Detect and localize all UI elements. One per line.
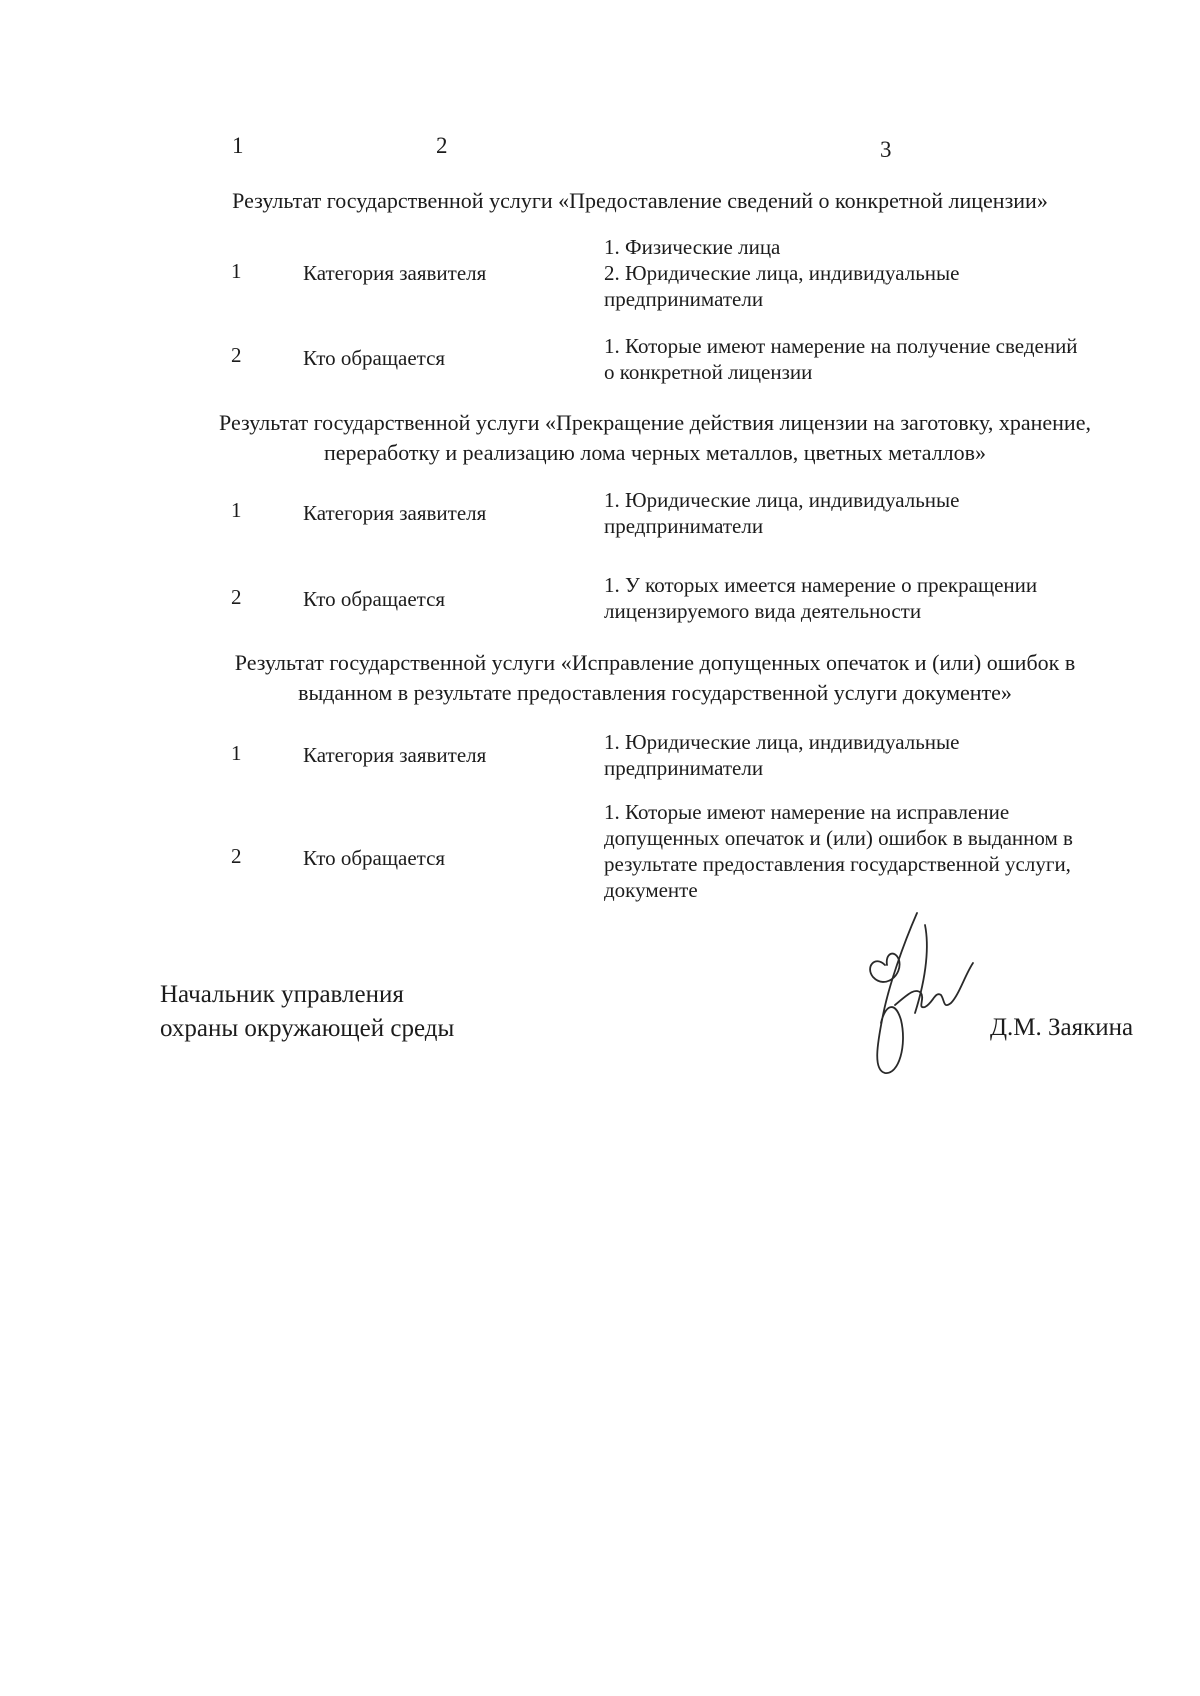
section-2-row-1-label: Категория заявителя	[303, 501, 487, 525]
position-line: Начальник управления	[160, 981, 404, 1008]
section-2-row-1-value	[604, 487, 959, 539]
section-2-row-1-number: 1	[231, 498, 242, 522]
section-2-title	[160, 408, 1150, 468]
value-line: лицензируемого вида деятельности	[604, 599, 922, 623]
section-1-title: Результат государственной услуги «Предоставление сведений о конкретной лицензии»	[232, 188, 1048, 213]
value-line: 1. Которые имеют намерение на получение сведений	[604, 334, 1078, 358]
position-line: охраны окружающей среды	[160, 1015, 455, 1042]
value-line: результате предоставления государственной услуги,	[604, 852, 1071, 876]
section-1-row-2-value	[604, 333, 1078, 385]
section-1-row-1-number: 1	[231, 259, 242, 283]
section-3-title	[160, 648, 1150, 708]
value-line: о конкретной лицензии	[604, 360, 813, 384]
title-line: переработку и реализацию лома черных металлов, цветных металлов»	[323, 440, 987, 465]
value-line: допущенных опечаток и (или) ошибок в выданном в	[604, 826, 1073, 850]
section-3-row-2-number: 2	[231, 844, 242, 868]
section-2-row-2-number: 2	[231, 585, 242, 609]
value-line: 1. Физические лица	[604, 235, 781, 259]
section-2-row-2-label: Кто обращается	[303, 587, 446, 611]
value-line: 1. Которые имеют намерение на исправление	[604, 800, 1010, 824]
column-number-3: 3	[880, 137, 892, 162]
section-3-row-1-number: 1	[231, 741, 242, 765]
value-line: предприниматели	[604, 756, 764, 780]
value-line: документе	[604, 878, 698, 902]
title-line: выданном в результате предоставления государственной услуги документе»	[298, 680, 1012, 705]
title-line: Результат государственной услуги «Прекращение действия лицензии на заготовку, хранение,	[219, 410, 1091, 435]
value-line: предприниматели	[604, 287, 764, 311]
section-1-row-1-label: Категория заявителя	[303, 261, 487, 285]
section-3-row-2-label: Кто обращается	[303, 846, 446, 870]
section-3-row-1-label: Категория заявителя	[303, 743, 487, 767]
signer-name: Д.М. Заякина	[990, 1014, 1134, 1041]
value-line: предприниматели	[604, 514, 764, 538]
value-line: 2. Юридические лица, индивидуальные	[604, 261, 960, 285]
column-number-2: 2	[436, 133, 448, 158]
value-line: 1. У которых имеется намерение о прекращении	[604, 573, 1038, 597]
signatory-position	[160, 978, 454, 1046]
title-line: Результат государственной услуги «Исправление допущенных опечаток и (или) ошибок в	[234, 650, 1076, 675]
section-1-row-2-label: Кто обращается	[303, 346, 446, 370]
handwritten-signature	[855, 905, 985, 1085]
section-1-row-2-number: 2	[231, 343, 242, 367]
column-number-1: 1	[232, 133, 244, 158]
section-1-row-1-value	[604, 234, 959, 312]
value-line: 1. Юридические лица, индивидуальные	[604, 730, 960, 754]
section-3-row-1-value	[604, 729, 959, 781]
section-2-row-2-value	[604, 572, 1037, 624]
value-line: 1. Юридические лица, индивидуальные	[604, 488, 960, 512]
section-3-row-2-value	[604, 799, 1073, 903]
